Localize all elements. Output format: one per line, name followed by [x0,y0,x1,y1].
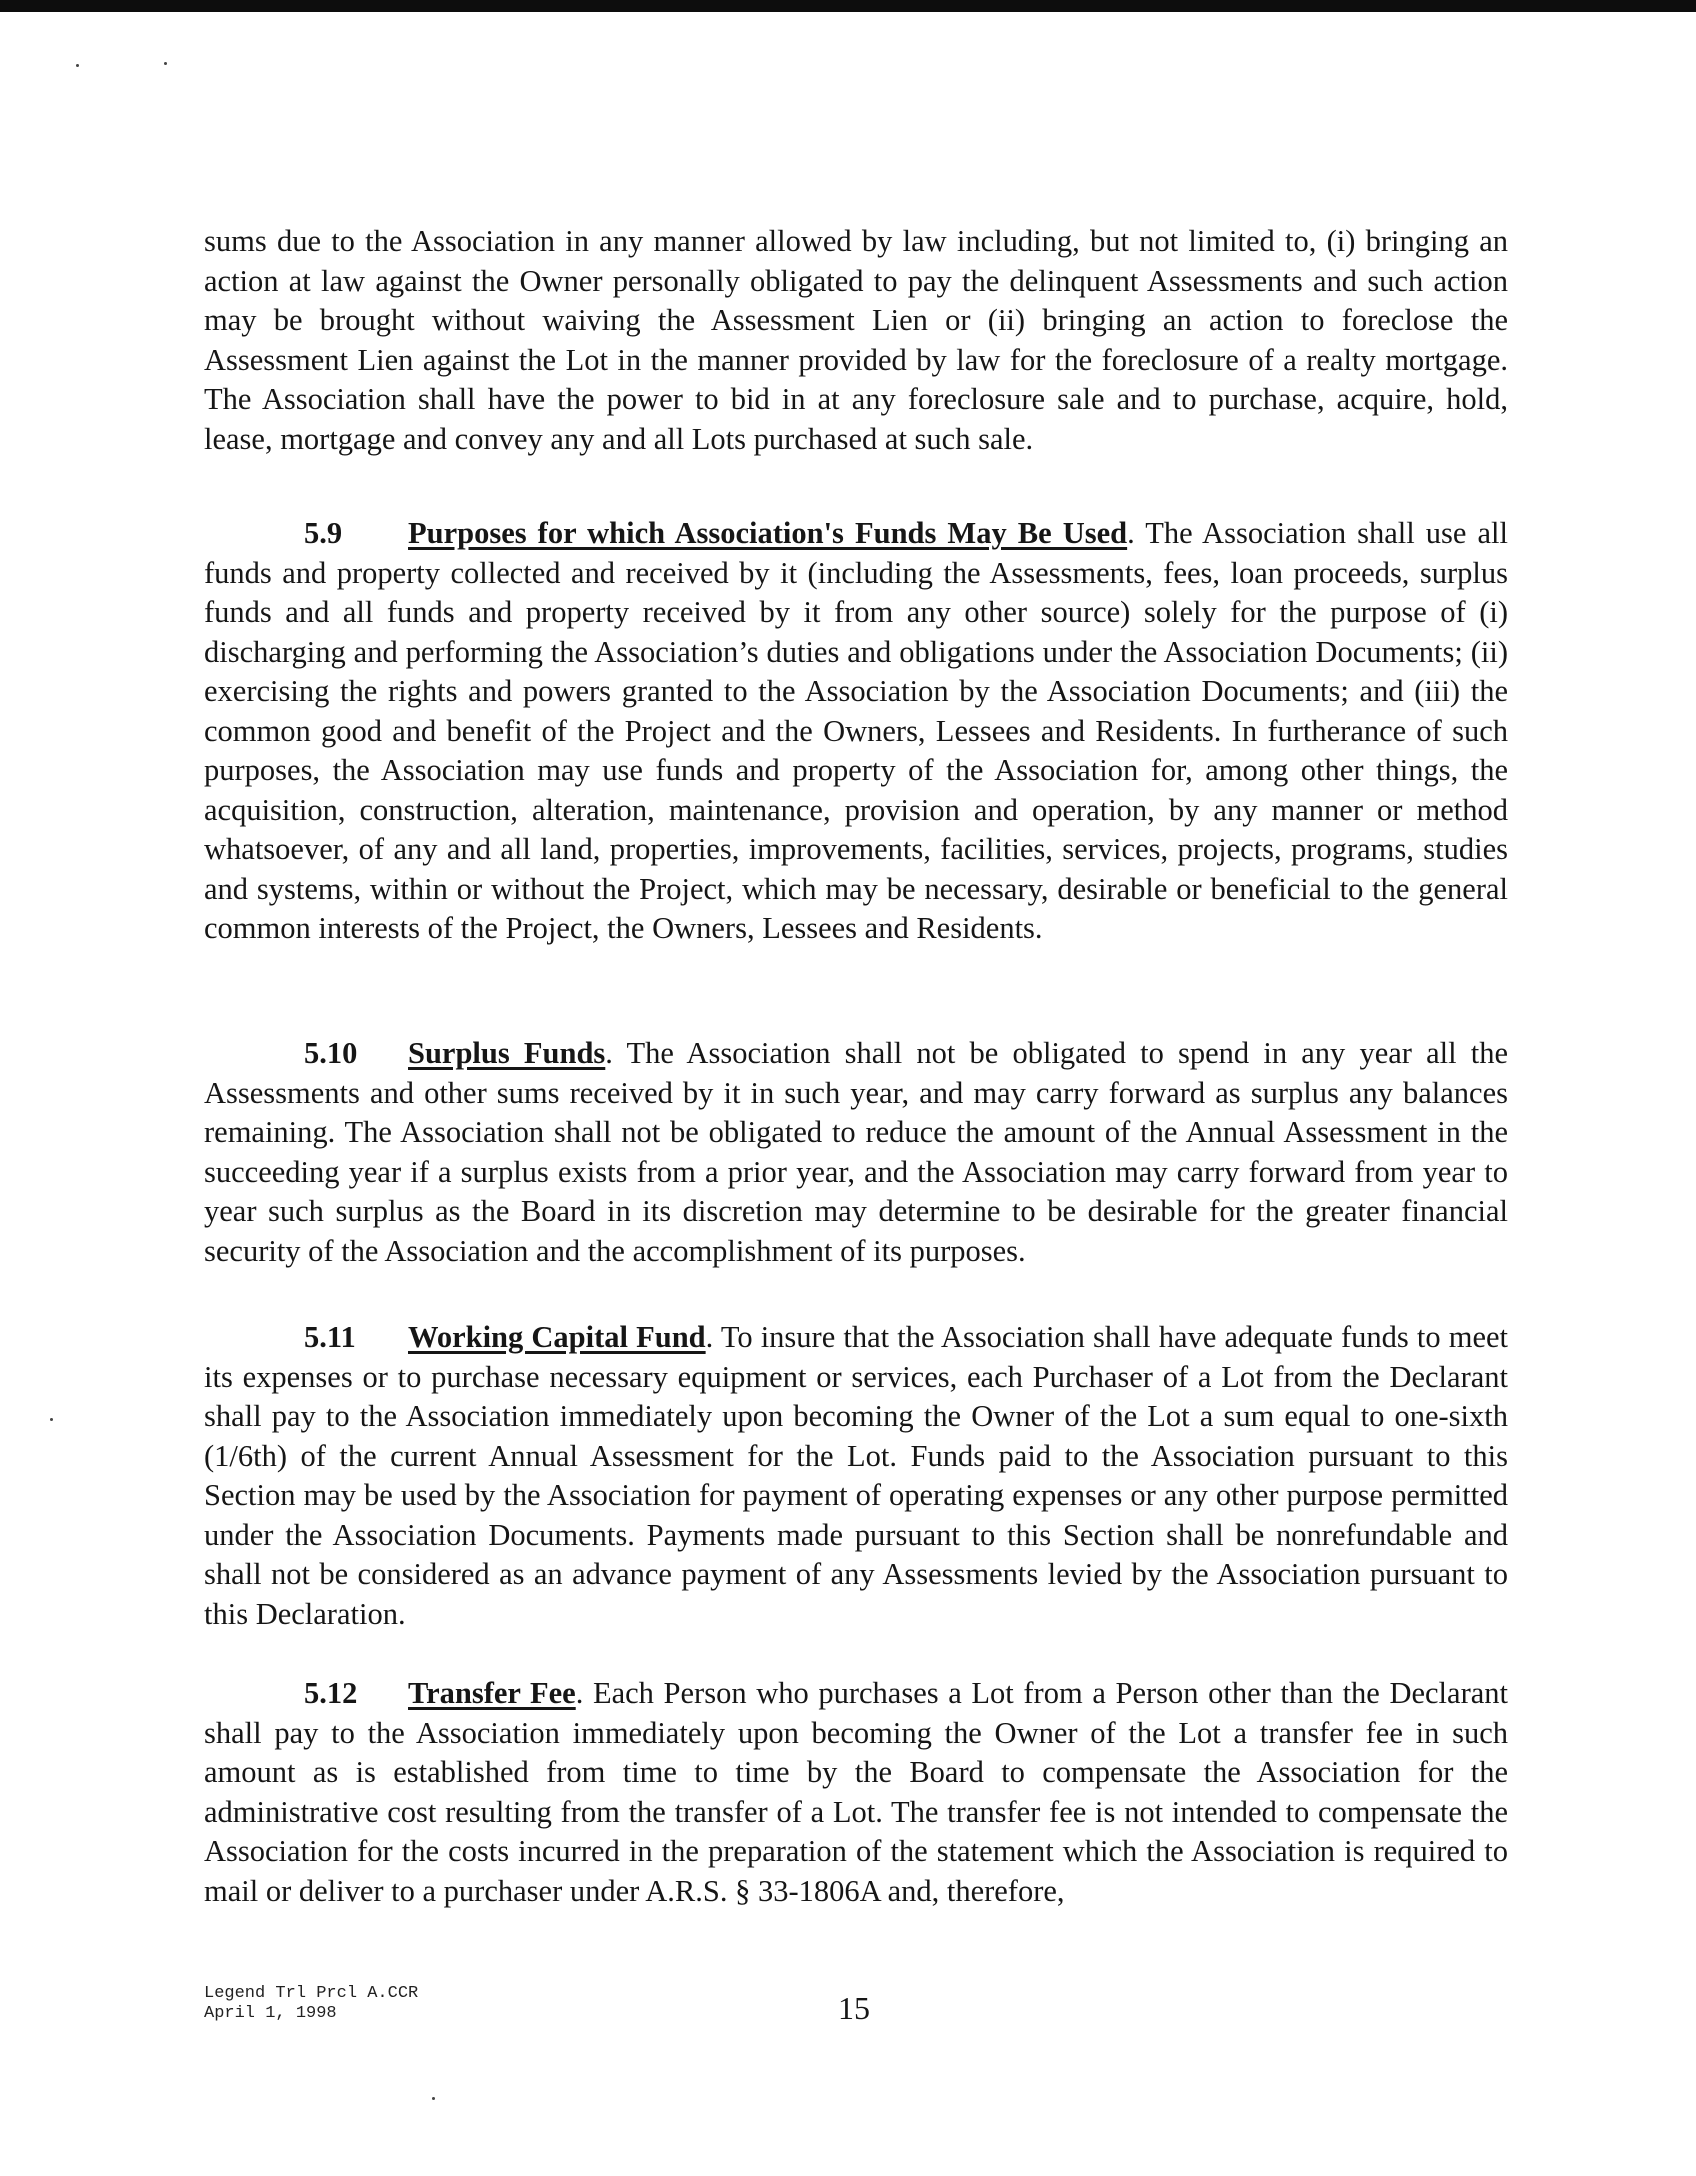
section-heading: Working Capital Fund [408,1320,706,1354]
section-body: . Each Person who purchases a Lot from a Person other than the Declarant shall pay to the Association immediately upon becoming the Owner of the Lot a transfer fee in such amount as is established from time to time by the Board to compensate the Association for the administrative cost resulting from the transfer of a Lot. The transfer fee is not intended to compensate the Association for the costs incurred in the preparation of the statement which the Association is required to mail or deliver to a purchaser under A.R.S. § 33-1806A and, therefore, [204,1676,1508,1908]
footer-date: April 1, 1998 [204,2004,337,2023]
scan-top-edge [0,0,1696,12]
page-number: 15 [838,1990,870,2026]
section-number: 5.11 [304,1320,356,1354]
opening-paragraph: sums due to the Association in any manner allowed by law including, but not limited to, (i) bringing an action at law against the Owner personally obligated to pay the delinquent Assessments and such action may be brought without waiving the Assessment Lien or (ii) bringing an action to foreclose the Assessment Lien against the Lot in the manner provided by law for the foreclosure of a realty mortgage. The Association shall have the power to bid in at any foreclosure sale and to purchase, acquire, hold, lease, mortgage and convey any and all Lots purchased at such sale. [204,224,1508,456]
scan-speck [50,1418,53,1421]
section-heading: Transfer Fee [408,1676,576,1710]
scan-speck [432,2097,435,2100]
section-number: 5.12 [304,1676,358,1710]
section-body: . The Association shall not be obligated to spend in any year all the Assessments and other sums received by it in such year, and may carry forward as surplus any balances remaining. The Association shall not be obligated to reduce the amount of the Annual Assessment in the succeeding year if a surplus exists from a prior year, and the Association may carry forward from year to year such surplus as the Board in its discretion may determine to be desirable for the greater financial security of the Association and the accomplishment of its purposes. [204,1036,1508,1268]
section-5-10 [204,1034,1508,1271]
section-number: 5.10 [304,1036,358,1070]
section-5-11 [204,1318,1508,1634]
footer-file-ref: Legend Trl Prcl A.CCR [204,1984,419,2003]
section-number: 5.9 [304,516,343,550]
section-body: . To insure that the Association shall have adequate funds to meet its expenses or to purchase necessary equipment or services, each Purchaser of a Lot from the Declarant shall pay to the Association immediately upon becoming the Owner of the Lot a sum equal to one-sixth (1/6th) of the current Annual Assessment for the Lot. Funds paid to the Association pursuant to this Section may be used by the Association for payment of operating expenses or any other purpose permitted under the Association Documents. Payments made pursuant to this Section shall be nonrefundable and shall not be considered as an advance payment of any Assessments levied by the Association pursuant to this Declaration. [204,1320,1508,1631]
section-body: . The Association shall use all funds and property collected and received by it (including the Assessments, fees, loan proceeds, surplus funds and all funds and property received by it from any other source) solely for the purpose of (i) discharging and performing the Association’s duties and obligations under the Association Documents; (ii) exercising the rights and powers granted to the Association by the Association Documents; and (iii) the common good and benefit of the Project and the Owners, Lessees and Residents. In furtherance of such purposes, the Association may use funds and property of the Association for, among other things, the acquisition, construction, alteration, maintenance, provision and operation, by any manner or method whatsoever, of any and all land, properties, improvements, facilities, services, projects, programs, studies and systems, within or without the Project, which may be necessary, desirable or beneficial to the general common interests of the Project, the Owners, Lessees and Residents. [204,516,1508,945]
footer-reference [204,1984,418,2024]
section-heading: Surplus Funds [408,1036,606,1070]
section-5-12 [204,1674,1508,1911]
section-heading: Purposes for which Association's Funds May Be Used [408,516,1128,550]
section-5-9 [204,514,1508,949]
scan-speck [76,64,79,67]
scan-speck [164,62,167,65]
